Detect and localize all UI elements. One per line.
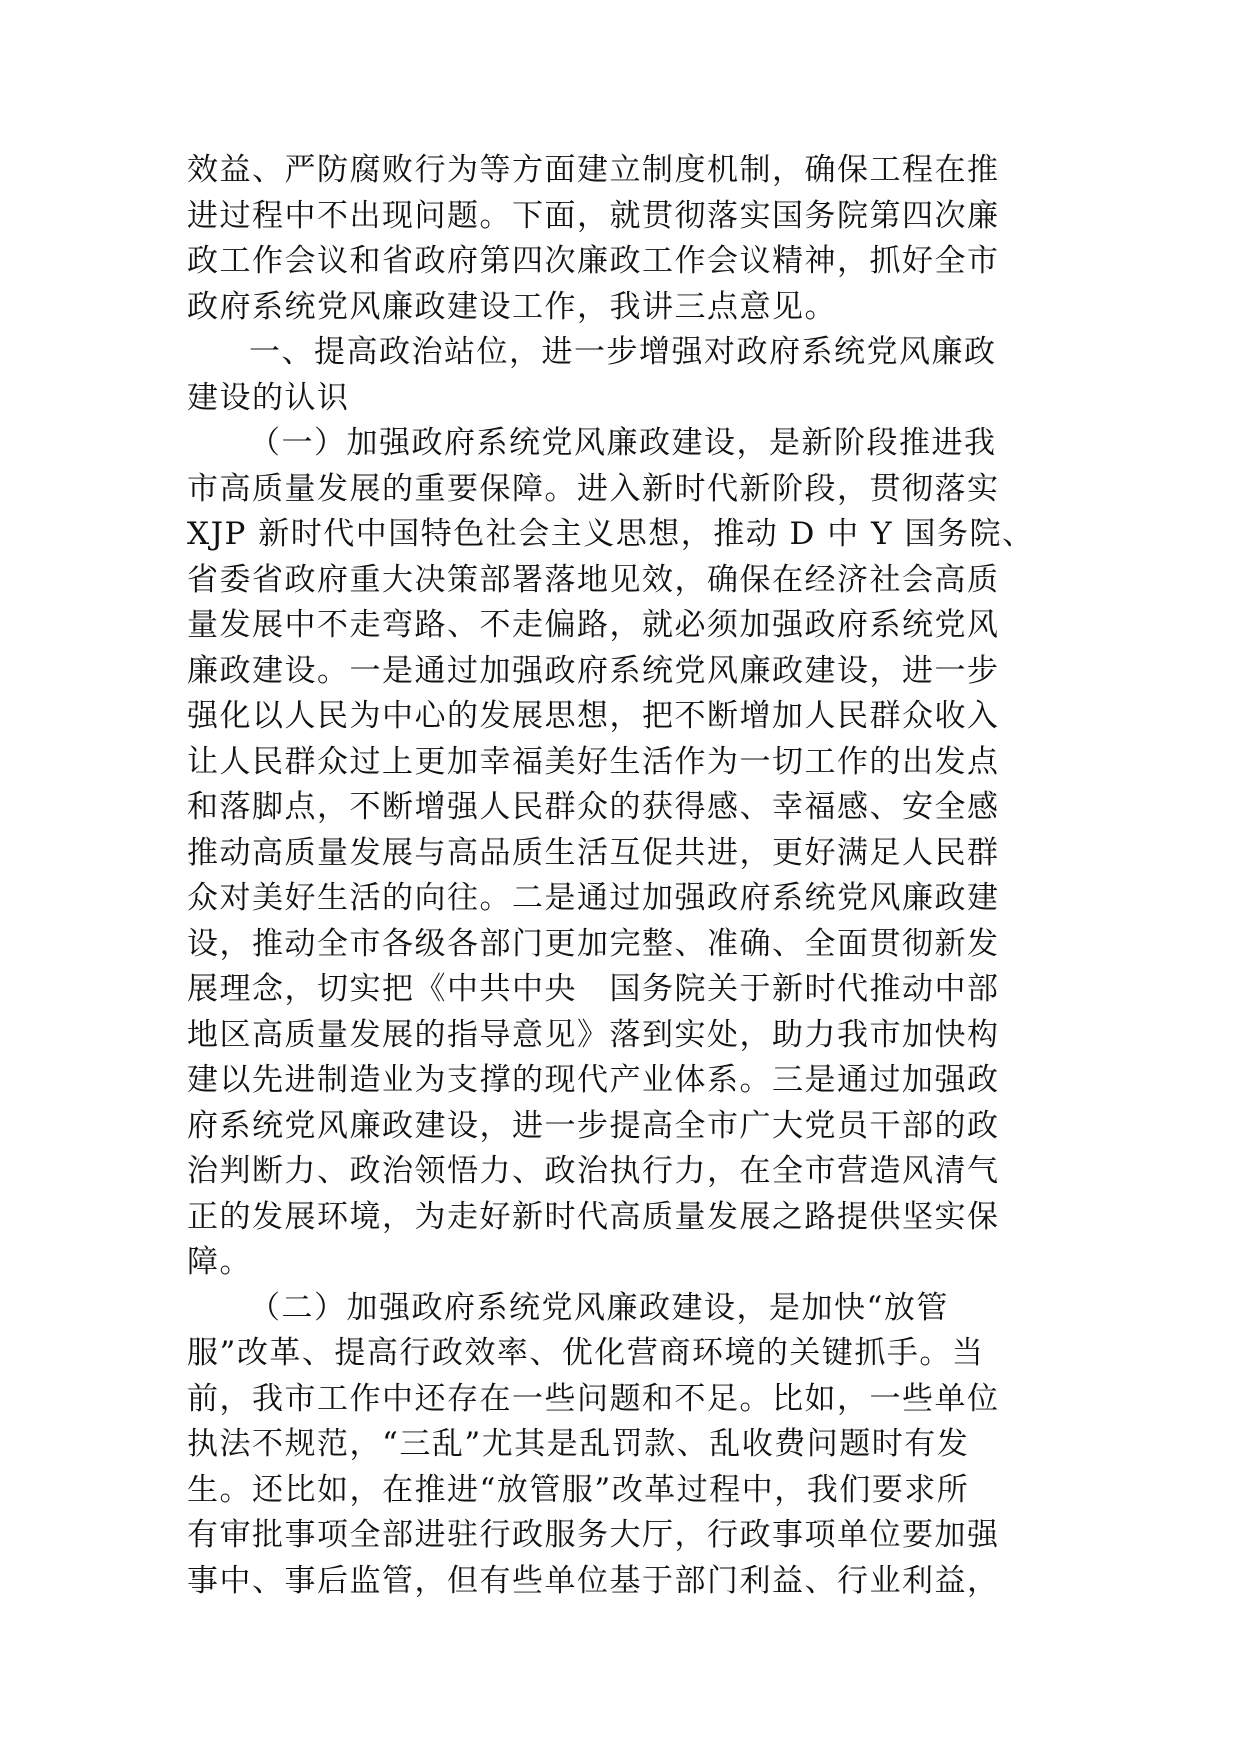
text-line: 市高质量发展的重要保障。进入新时代新阶段，贯彻落实 [187, 470, 1000, 507]
text-line: 生。还比如，在推进“放管服”改革过程中，我们要求所 [187, 1471, 970, 1508]
text-line: 和落脚点，不断增强人民群众的获得感、幸福感、安全感 [187, 789, 1000, 825]
heading-line: 一、提高政治站位，进一步增强对政府系统党风廉政 [249, 334, 997, 370]
text-line: 量发展中不走弯路、不走偏路，就必须加强政府系统党风 [187, 607, 1000, 643]
text-line: 障。 [187, 1244, 252, 1280]
text-line: 政府系统党风廉政建设工作，我讲三点意见。 [187, 288, 837, 325]
text-line: 展理念，切实把《中共中央 国务院关于新时代推动中部 [187, 971, 1000, 1007]
text-line: 政工作会议和省政府第四次廉政工作会议精神，抓好全市 [187, 243, 1000, 279]
text-line: 府系统党风廉政建设，进一步提高全市广大党员干部的政 [187, 1107, 1000, 1144]
text-line: 省委省政府重大决策部署落地见效，确保在经济社会高质 [187, 561, 1000, 598]
text-line: 地区高质量发展的指导意见》落到实处，助力我市加快构 [187, 1016, 1000, 1053]
document-body [187, 148, 1057, 1604]
text-line: 廉政建设。一是通过加强政府系统党风廉政建设，进一步 [187, 652, 1000, 689]
text-line: 进过程中不出现问题。下面，就贯彻落实国务院第四次廉 [187, 197, 1000, 234]
text-line: XJP 新时代中国特色社会主义思想，推动 D 中 Y 国务院、 [187, 516, 1035, 552]
intro-paragraph [187, 148, 1057, 330]
text-line: 效益、严防腐败行为等方面建立制度机制，确保工程在推 [187, 152, 1000, 188]
text-line: 有审批事项全部进驻行政服务大厅，行政事项单位要加强 [187, 1517, 1000, 1553]
text-line: （二）加强政府系统党风廉政建设，是加快“放管 [249, 1289, 949, 1326]
heading-line: 建设的认识 [187, 379, 350, 416]
text-line: 设，推动全市各级各部门更加完整、准确、全面贯彻新发 [187, 925, 1000, 962]
text-line: 让人民群众过上更加幸福美好生活作为一切工作的出发点 [187, 743, 1000, 780]
text-line: 强化以人民为中心的发展思想，把不断增加人民群众收入 [187, 698, 1000, 734]
subsection-one-paragraph [187, 421, 1057, 1286]
text-line: 前，我市工作中还存在一些问题和不足。比如，一些单位 [187, 1380, 1000, 1417]
text-line: 服”改革、提高行政效率、优化营商环境的关键抓手。当 [187, 1335, 985, 1371]
section-one-heading [187, 330, 1057, 421]
text-line: 正的发展环境，为走好新时代高质量发展之路提供坚实保 [187, 1198, 1000, 1235]
text-line: 建以先进制造业为支撑的现代产业体系。三是通过加强政 [187, 1062, 1000, 1098]
text-line: 执法不规范，“三乱”尤其是乱罚款、乱收费问题时有发 [187, 1426, 970, 1462]
text-line: 众对美好生活的向往。二是通过加强政府系统党风廉政建 [187, 880, 1000, 916]
text-line: （一）加强政府系统党风廉政建设，是新阶段推进我 [249, 425, 997, 461]
text-line: 事中、事后监管，但有些单位基于部门利益、行业利益， [187, 1562, 1000, 1599]
text-line: 治判断力、政治领悟力、政治执行力，在全市营造风清气 [187, 1153, 1000, 1189]
subsection-two-paragraph [187, 1286, 1057, 1605]
text-line: 推动高质量发展与高品质生活互促共进，更好满足人民群 [187, 834, 1000, 871]
